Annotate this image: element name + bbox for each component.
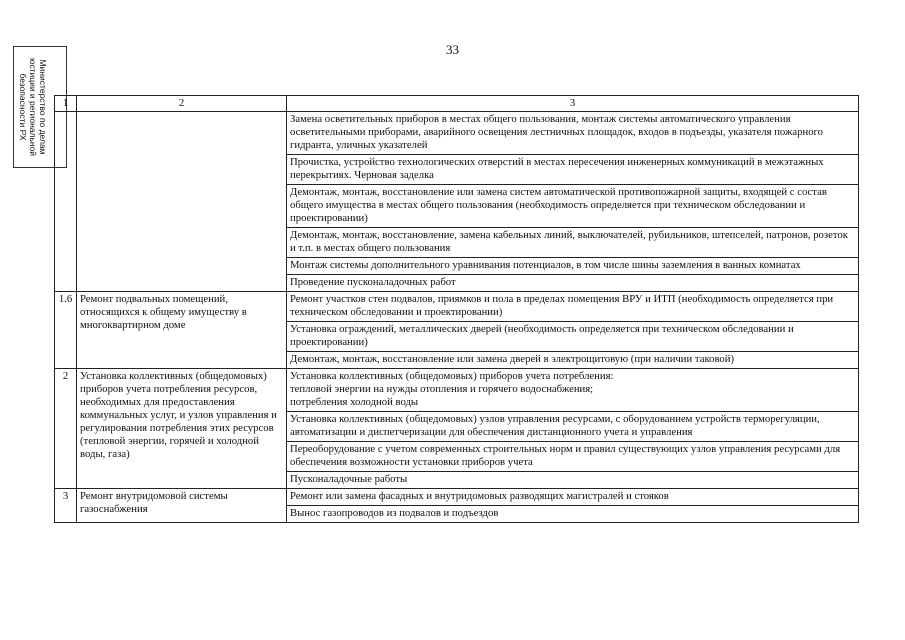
item-name: Ремонт подвальных помещений, относящихся к общему имуществу в многоквартирном доме bbox=[77, 292, 287, 369]
table-header-row bbox=[55, 96, 859, 112]
work-description: Установка коллективных (общедомовых) узлов управления ресурсами, с оборудованием устройств терморегуляции, автоматизации и диспетчеризации для обеспечения дистанционного учета и управления bbox=[287, 412, 859, 442]
work-description: Замена осветительных приборов в местах общего пользования, монтаж системы автоматического управления осветительными приборами, аварийного освещения лестничных площадок, входов в подъезды, указателя пожарного гидранта, уличных указателей bbox=[287, 112, 859, 155]
work-description: Переоборудование с учетом современных строительных норм и правил существующих узлов управления ресурсами для обеспечения возможности установки приборов учета bbox=[287, 442, 859, 472]
table-body bbox=[55, 112, 859, 523]
header-cell-3: 3 bbox=[287, 96, 859, 112]
table-row bbox=[55, 369, 859, 412]
page-number: 33 bbox=[446, 42, 459, 57]
item-name: Ремонт внутридомовой системы газоснабжения bbox=[77, 489, 287, 523]
item-number bbox=[55, 112, 77, 292]
work-description: Ремонт участков стен подвалов, приямков и пола в пределах помещения ВРУ и ИТП (необходимость определяется при техническом обследовании и проектировании) bbox=[287, 292, 859, 322]
work-description: Монтаж системы дополнительного уравнивания потенциалов, в том числе шины заземления в ванных комнатах bbox=[287, 258, 859, 275]
table-row bbox=[55, 112, 859, 155]
work-description: Проведение пусконаладочных работ bbox=[287, 275, 859, 292]
item-number: 2 bbox=[55, 369, 77, 489]
header-cell-2: 2 bbox=[77, 96, 287, 112]
work-description: Прочистка, устройство технологических отверстий в местах пересечения инженерных коммуникаций в межэтажных перекрытиях. Черновая заделка bbox=[287, 155, 859, 185]
work-description: Демонтаж, монтаж, восстановление или замена систем автоматической противопожарной защиты, входящей с состав общего имущества в местах общего пользования (необходимость определяется при техническом обследовании и проектировании) bbox=[287, 185, 859, 228]
stamp-text: Министерство по делам юстиции и региональной безопасности РХ bbox=[18, 57, 48, 157]
work-description: Вынос газопроводов из подвалов и подъездов bbox=[287, 506, 859, 523]
table-row bbox=[55, 292, 859, 322]
item-name bbox=[77, 112, 287, 292]
item-number: 3 bbox=[55, 489, 77, 523]
item-number: 1.6 bbox=[55, 292, 77, 369]
work-description: Демонтаж, монтаж, восстановление, замена кабельных линий, выключателей, рубильников, штепселей, патронов, розеток и т.п. в местах общего пользования bbox=[287, 228, 859, 258]
works-table bbox=[54, 95, 859, 523]
work-description: Установка ограждений, металлических дверей (необходимость определяется при техническом обследовании и проектировании) bbox=[287, 322, 859, 352]
table-row bbox=[55, 489, 859, 506]
work-description: Пусконаладочные работы bbox=[287, 472, 859, 489]
item-name: Установка коллективных (общедомовых) приборов учета потребления ресурсов, необходимых для предоставления коммунальных услуг, и узлов управления и регулирования потребления этих ресурсов (тепловой энергии, горячей и холодной воды, газа) bbox=[77, 369, 287, 489]
work-description: Ремонт или замена фасадных и внутридомовых разводящих магистралей и стояков bbox=[287, 489, 859, 506]
work-description: Установка коллективных (общедомовых) приборов учета потребления: тепловой энергии на нужды отопления и горячего водоснабжения; потребления холодной воды bbox=[287, 369, 859, 412]
work-description: Демонтаж, монтаж, восстановление или замена дверей в электрощитовую (при наличии таковой) bbox=[287, 352, 859, 369]
header-cell-1: 1 bbox=[55, 96, 77, 112]
